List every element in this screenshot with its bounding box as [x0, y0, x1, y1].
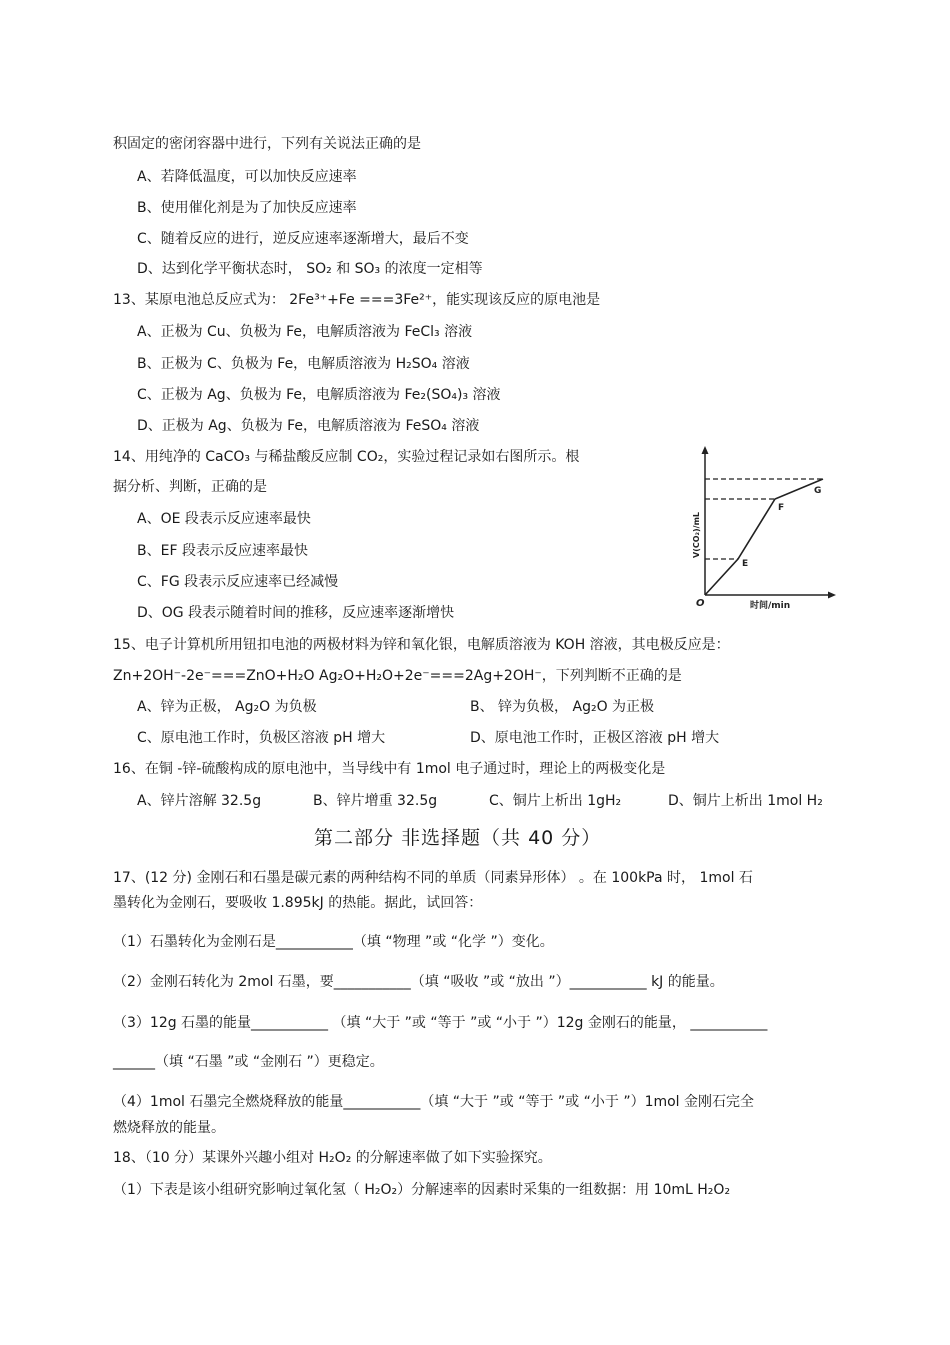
- volume-curve: [705, 479, 823, 595]
- q16-option-a: A、锌片溶解 32.5g: [137, 793, 262, 809]
- q14-option-d: D、OG 段表示随着时间的推移，反应速率逐渐增快: [137, 605, 455, 621]
- q16-option-d: D、铜片上析出 1mol H₂: [668, 793, 823, 809]
- q17-part-2: （2）金刚石转化为 2mol 石墨，要___________（填 “吸收 ”或 “放出 ”）___________ kJ 的能量。: [113, 974, 724, 990]
- q14-stem: 14、用纯净的 CaCO₃ 与稀盐酸反应制 CO₂，实验过程记录如右图所示。根: [113, 449, 580, 465]
- x-axis-arrow: [828, 592, 836, 599]
- q14-option-b: B、EF 段表示反应速率最快: [137, 543, 308, 559]
- q15-option-b: B、 锌为负极， Ag₂O 为正极: [470, 699, 655, 715]
- q12-option-c: C、随着反应的进行，逆反应速率逐渐增大，最后不变: [137, 231, 469, 247]
- q14-option-a: A、OE 段表示反应速率最快: [137, 511, 311, 527]
- q17-part-4: （4）1mol 石墨完全燃烧释放的能量___________（填 “大于 ”或 “等于 ”或 “小于 ”）1mol 金刚石完全: [113, 1094, 755, 1110]
- q13-stem: 13、某原电池总反应式为： 2Fe³⁺+Fe ===3Fe²⁺，能实现该反应的原电池是: [113, 292, 601, 308]
- q17-part-3: （3）12g 石墨的能量___________ （填 “大于 ”或 “等于 ”或 “小于 ”）12g 金刚石的能量， ___________: [113, 1015, 768, 1031]
- q17-part-1: （1）石墨转化为金刚石是___________（填 “物理 ”或 “化学 ”）变化。: [113, 934, 554, 950]
- point-label-e: E: [742, 559, 749, 569]
- q13-option-a: A、正极为 Cu、负极为 Fe，电解质溶液为 FeCl₃ 溶液: [137, 324, 473, 340]
- q12-option-d: D、达到化学平衡状态时， SO₂ 和 SO₃ 的浓度一定相等: [137, 261, 483, 277]
- section-title: 第二部分 非选择题（共 40 分）: [314, 827, 602, 849]
- q14-stem-cont: 据分析、判断，正确的是: [113, 479, 267, 495]
- q15-option-a: A、锌为正极， Ag₂O 为负极: [137, 699, 317, 715]
- q15-equations: Zn+2OH⁻-2e⁻===ZnO+H₂O Ag₂O+H₂O+2e⁻===2Ag+2OH⁻，下列判断不正确的是: [113, 668, 682, 684]
- y-axis-label: V(CO₂)/mL: [692, 511, 701, 558]
- q18-part-1: （1）下表是该小组研究影响过氧化氢（ H₂O₂）分解速率的因素时采集的一组数据：用 10mL H₂O₂: [113, 1182, 731, 1198]
- q13-option-b: B、正极为 C、负极为 Fe，电解质溶液为 H₂SO₄ 溶液: [137, 356, 470, 372]
- q15-option-d: D、原电池工作时，正极区溶液 pH 增大: [470, 730, 720, 746]
- q12-stem-cont: 积固定的密闭容器中进行，下列有关说法正确的是: [113, 136, 421, 152]
- q17-stem: 17、(12 分) 金刚石和石墨是碳元素的两种结构不同的单质（同素异形体） 。在 100kPa 时， 1mol 石: [113, 870, 753, 886]
- q13-option-d: D、正极为 Ag、负极为 Fe，电解质溶液为 FeSO₄ 溶液: [137, 418, 480, 434]
- q14-option-c: C、FG 段表示反应速率已经减慢: [137, 574, 339, 590]
- point-label-g: G: [814, 486, 822, 496]
- x-axis-label: 时间/min: [750, 601, 791, 611]
- q12-option-b: B、使用催化剂是为了加快反应速率: [137, 200, 357, 216]
- y-axis-arrow: [702, 446, 709, 454]
- q17-stem-cont: 墨转化为金刚石，要吸收 1.895kJ 的热能。据此，试回答：: [113, 895, 483, 911]
- origin-label: O: [696, 598, 705, 609]
- q16-option-b: B、锌片增重 32.5g: [313, 793, 438, 809]
- point-label-f: F: [778, 503, 785, 513]
- q12-option-a: A、若降低温度，可以加快反应速率: [137, 169, 357, 185]
- q18-stem: 18、（10 分）某课外兴趣小组对 H₂O₂ 的分解速率做了如下实验探究。: [113, 1150, 552, 1166]
- q13-option-c: C、正极为 Ag、负极为 Fe，电解质溶液为 Fe₂(SO₄)₃ 溶液: [137, 387, 501, 403]
- q15-option-c: C、原电池工作时，负极区溶液 pH 增大: [137, 730, 386, 746]
- q16-option-c: C、铜片上析出 1gH₂: [489, 793, 622, 809]
- q17-part-4-cont: 燃烧释放的能量。: [113, 1120, 225, 1136]
- q15-stem: 15、电子计算机所用钮扣电池的两极材料为锌和氧化银，电解质溶液为 KOH 溶液，其电极反应是：: [113, 637, 730, 653]
- q16-stem: 16、在铜 -锌-硫酸构成的原电池中，当导线中有 1mol 电子通过时，理论上的两极变化是: [113, 761, 666, 777]
- q17-part-3-cont: ______（填 “石墨 ”或 “金刚石 ”）更稳定。: [113, 1054, 384, 1070]
- co2-volume-time-graph: [690, 443, 840, 615]
